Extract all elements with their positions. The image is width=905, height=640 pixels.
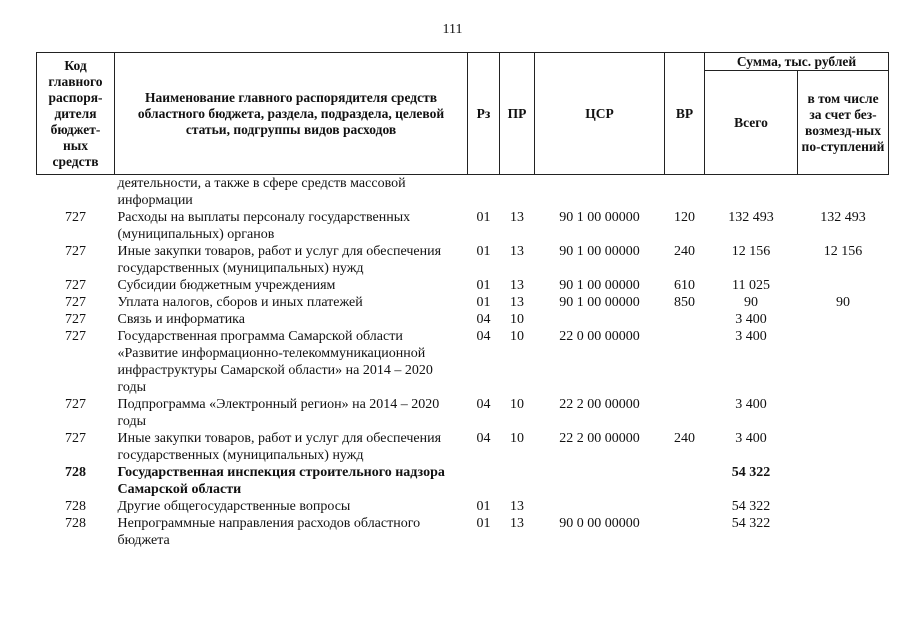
- cell-free: [798, 515, 889, 549]
- cell-free: [798, 498, 889, 515]
- cell-csr: 90 0 00 00000: [559, 516, 640, 531]
- cell-rz: 01: [476, 210, 491, 225]
- cell-free: [798, 430, 889, 464]
- table-row: [37, 277, 889, 294]
- cell-name: Государственная программа Самарской области «Развитие информационно-телекоммуникационной инфраструктуры Самарской области» на 2014 – 2020 годы: [117, 329, 433, 395]
- cell-csr: 90 1 00 00000: [559, 278, 640, 293]
- cell-free: [798, 464, 889, 498]
- cell-vr: [665, 396, 705, 430]
- cell-vr: 240: [674, 431, 695, 446]
- header-csr: ЦСР: [535, 53, 665, 175]
- cell-total: 54 322: [731, 465, 771, 480]
- cell-vr: [665, 464, 705, 498]
- cell-code: 727: [65, 329, 86, 344]
- cell-name: Субсидии бюджетным учреждениям: [117, 278, 336, 293]
- header-code: Код главного распоря-дителя бюджет-ных средств: [37, 53, 115, 175]
- cell-pr: 13: [510, 295, 524, 310]
- cell-code: 727: [65, 312, 86, 327]
- cell-free: [798, 277, 889, 294]
- table-row: [37, 430, 889, 464]
- cell-pr: 10: [510, 397, 524, 412]
- cell-name: Иные закупки товаров, работ и услуг для обеспечения государственных (муниципальных) нужд: [117, 431, 442, 463]
- cell-vr: 610: [674, 278, 695, 293]
- table-row: [37, 209, 889, 243]
- cell-total: 3 400: [735, 431, 767, 446]
- cell-total: 90: [744, 295, 758, 310]
- table-row: [37, 498, 889, 515]
- table-row: [37, 328, 889, 396]
- cell-total: [705, 175, 798, 210]
- header-vr: ВР: [665, 53, 705, 175]
- cell-code: 727: [65, 295, 86, 310]
- cell-free: 132 493: [820, 210, 866, 225]
- cell-csr: 90 1 00 00000: [559, 244, 640, 259]
- cell-name: Уплата налогов, сборов и иных платежей: [117, 295, 363, 310]
- table-row: [37, 243, 889, 277]
- cell-name: деятельности, а также в сфере средств массовой информации: [117, 176, 406, 208]
- cell-free: [798, 328, 889, 396]
- cell-total: 54 322: [731, 516, 771, 531]
- cell-rz: 01: [476, 499, 491, 514]
- cell-csr: 90 1 00 00000: [559, 295, 640, 310]
- cell-code: 727: [65, 278, 86, 293]
- cell-pr: [500, 175, 535, 210]
- page-number: 111: [442, 22, 463, 37]
- table-row: [37, 294, 889, 311]
- cell-rz: 01: [476, 244, 491, 259]
- cell-rz: 04: [476, 312, 491, 327]
- cell-name: Связь и информатика: [117, 312, 245, 327]
- cell-code: 728: [65, 516, 86, 531]
- cell-total: 132 493: [728, 210, 774, 225]
- cell-csr: [535, 464, 665, 498]
- cell-csr: [535, 498, 665, 515]
- cell-vr: 850: [674, 295, 695, 310]
- table-body: [37, 175, 889, 550]
- cell-pr: 13: [510, 499, 524, 514]
- cell-free: 90: [836, 295, 850, 310]
- cell-code: 727: [65, 397, 86, 412]
- table-row: [37, 175, 889, 210]
- header-pr: ПР: [500, 53, 535, 175]
- table-row: [37, 515, 889, 549]
- cell-vr: [665, 328, 705, 396]
- cell-code: 727: [65, 210, 86, 225]
- cell-code: [37, 175, 115, 210]
- budget-table: [36, 52, 889, 549]
- cell-rz: 04: [476, 397, 491, 412]
- cell-name: Подпрограмма «Электронный регион» на 2014 – 2020 годы: [117, 397, 440, 429]
- table-row: [37, 396, 889, 430]
- table-row: [37, 464, 889, 498]
- cell-csr: 22 2 00 00000: [559, 397, 640, 412]
- cell-vr: 120: [674, 210, 695, 225]
- cell-csr: [535, 311, 665, 328]
- cell-pr: [500, 464, 535, 498]
- cell-rz: [468, 175, 500, 210]
- cell-name: Государственная инспекция строительного надзора Самарской области: [117, 465, 445, 497]
- cell-free: [798, 311, 889, 328]
- cell-rz: 01: [476, 278, 491, 293]
- cell-free: [798, 396, 889, 430]
- table-row: [37, 311, 889, 328]
- cell-rz: [468, 464, 500, 498]
- cell-code: 727: [65, 244, 86, 259]
- header-rz: Рз: [468, 53, 500, 175]
- header-free: в том числе за счет без-возмезд-ных по-ступлений: [798, 71, 889, 175]
- cell-csr: 22 2 00 00000: [559, 431, 640, 446]
- cell-pr: 13: [510, 210, 524, 225]
- cell-vr: 240: [674, 244, 695, 259]
- cell-rz: 01: [476, 295, 491, 310]
- cell-name: Иные закупки товаров, работ и услуг для обеспечения государственных (муниципальных) нужд: [117, 244, 442, 276]
- cell-name: Расходы на выплаты персоналу государственных (муниципальных) органов: [117, 210, 411, 242]
- cell-free: [798, 175, 889, 210]
- cell-free: 12 156: [823, 244, 863, 259]
- cell-name: Непрограммные направления расходов областного бюджета: [117, 516, 421, 548]
- cell-code: 727: [65, 431, 86, 446]
- cell-total: 11 025: [732, 278, 770, 293]
- cell-pr: 10: [510, 329, 524, 344]
- cell-csr: 22 0 00 00000: [559, 329, 640, 344]
- cell-vr: [665, 311, 705, 328]
- cell-vr: [665, 175, 705, 210]
- cell-name: Другие общегосударственные вопросы: [117, 499, 351, 514]
- header-name: Наименование главного распорядителя средств областного бюджета, раздела, подраздела, целевой статьи, подгруппы видов расходов: [115, 53, 468, 175]
- cell-code: 728: [65, 465, 86, 480]
- cell-rz: 04: [476, 329, 491, 344]
- cell-vr: [665, 498, 705, 515]
- cell-csr: 90 1 00 00000: [559, 210, 640, 225]
- cell-pr: 13: [510, 516, 524, 531]
- cell-rz: 04: [476, 431, 491, 446]
- cell-pr: 13: [510, 278, 524, 293]
- cell-total: 3 400: [735, 312, 767, 327]
- cell-pr: 10: [510, 431, 524, 446]
- cell-total: 3 400: [735, 329, 767, 344]
- cell-total: 3 400: [735, 397, 767, 412]
- cell-pr: 10: [510, 312, 524, 327]
- header-total: Всего: [705, 71, 798, 175]
- cell-total: 12 156: [731, 244, 771, 259]
- cell-code: 728: [65, 499, 86, 514]
- cell-vr: [665, 515, 705, 549]
- cell-total: 54 322: [731, 499, 771, 514]
- header-sum-group: Сумма, тыс. рублей: [705, 53, 889, 71]
- cell-csr: [535, 175, 665, 210]
- cell-rz: 01: [476, 516, 491, 531]
- cell-pr: 13: [510, 244, 524, 259]
